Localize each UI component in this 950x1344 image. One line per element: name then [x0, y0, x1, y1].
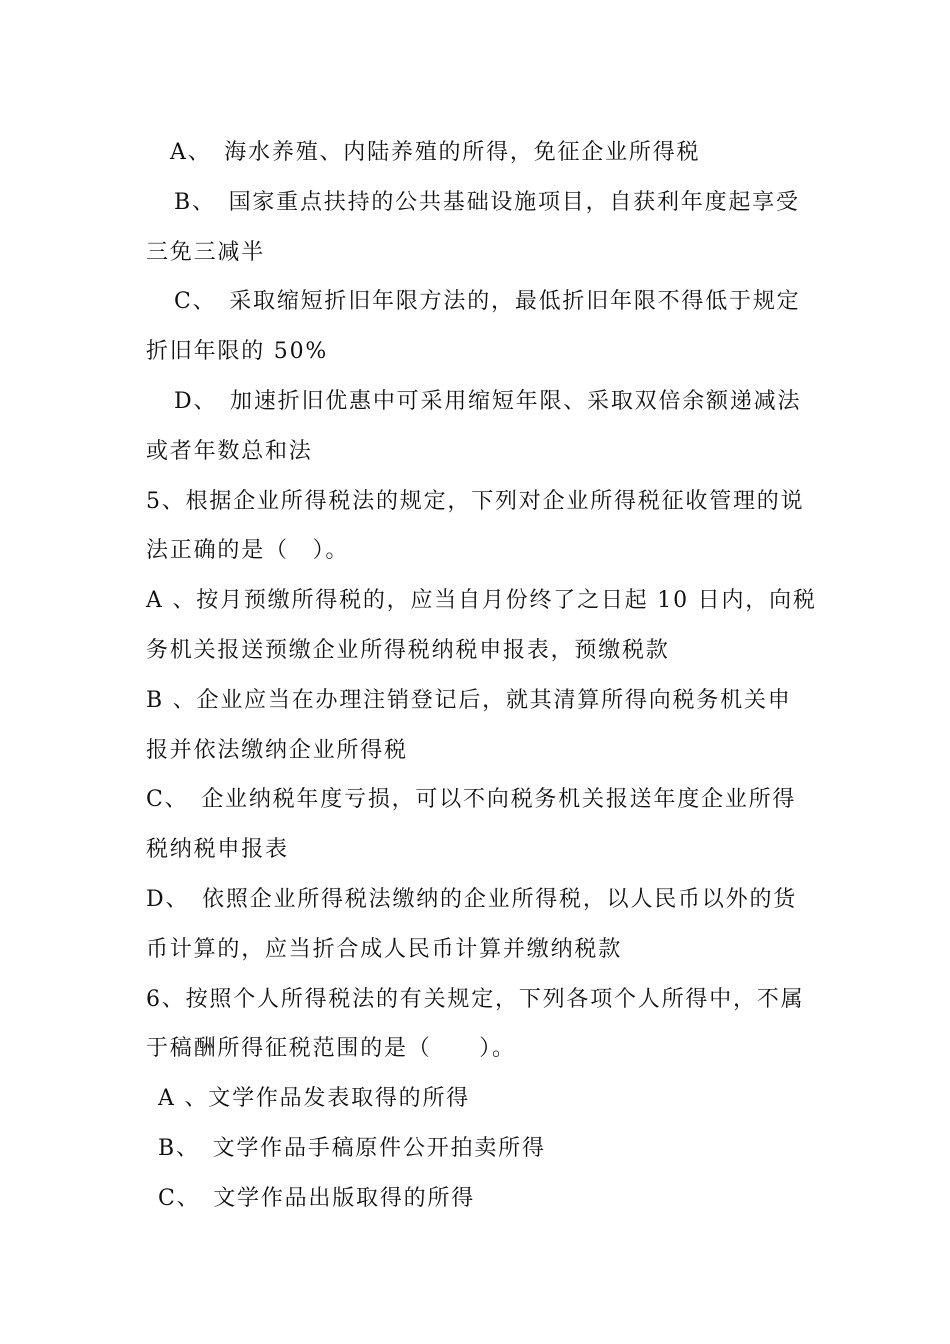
question-5-line2: 法正确的是（ ）。 [146, 538, 350, 564]
document-body [146, 128, 816, 1224]
option-5d-line1: D、 依照企业所得税法缴纳的企业所得税，以人民币以外的货 [146, 886, 798, 912]
option-4d-line1: D、 加速折旧优惠中可采用缩短年限、采取双倍余额递减法 [174, 388, 802, 414]
option-4a: A、 海水养殖、内陆养殖的所得，免征企业所得税 [170, 140, 701, 165]
option-6a: A 、文学作品发表取得的所得 [158, 1086, 471, 1112]
option-6c: C、 文学作品出版取得的所得 [158, 1185, 476, 1211]
option-5c-line2: 税纳税申报表 [146, 837, 289, 863]
option-5a-line2: 务机关报送预缴企业所得税纳税申报表，预缴税款 [146, 637, 670, 663]
option-4c-line1: C、 采取缩短折旧年限方法的，最低折旧年限不得低于规定 [174, 289, 801, 315]
option-6b: B、 文学作品手稿原件公开拍卖所得 [158, 1135, 546, 1161]
option-5d-line2: 币计算的，应当折合成人民币计算并缴纳税款 [146, 936, 623, 962]
option-4b-line1: B、 国家重点扶持的公共基础设施项目，自获利年度起享受 [174, 189, 800, 215]
option-5c-line1: C、 企业纳税年度亏损，可以不向税务机关报送年度企业所得 [146, 787, 797, 813]
question-5-line1: 5、根据企业所得税法的规定，下列对企业所得税征收管理的说 [146, 488, 805, 514]
option-5a-line1: A 、按月预缴所得税的，应当自月份终了之日起 10 日内，向税 [146, 588, 817, 614]
question-6-line1: 6、按照个人所得税法的有关规定，下列各项个人所得中，不属 [146, 986, 805, 1012]
option-4c-line2: 折旧年限的 50% [146, 339, 329, 365]
option-5b-line1: B 、企业应当在办理注销登记后，就其清算所得向税务机关申 [146, 687, 792, 713]
question-6-line2: 于稿酬所得征税范围的是（ ）。 [146, 1036, 516, 1062]
option-4b-line2: 三免三减半 [146, 239, 266, 265]
option-5b-line2: 报并依法缴纳企业所得税 [146, 737, 408, 763]
option-4d-line2: 或者年数总和法 [146, 438, 313, 464]
